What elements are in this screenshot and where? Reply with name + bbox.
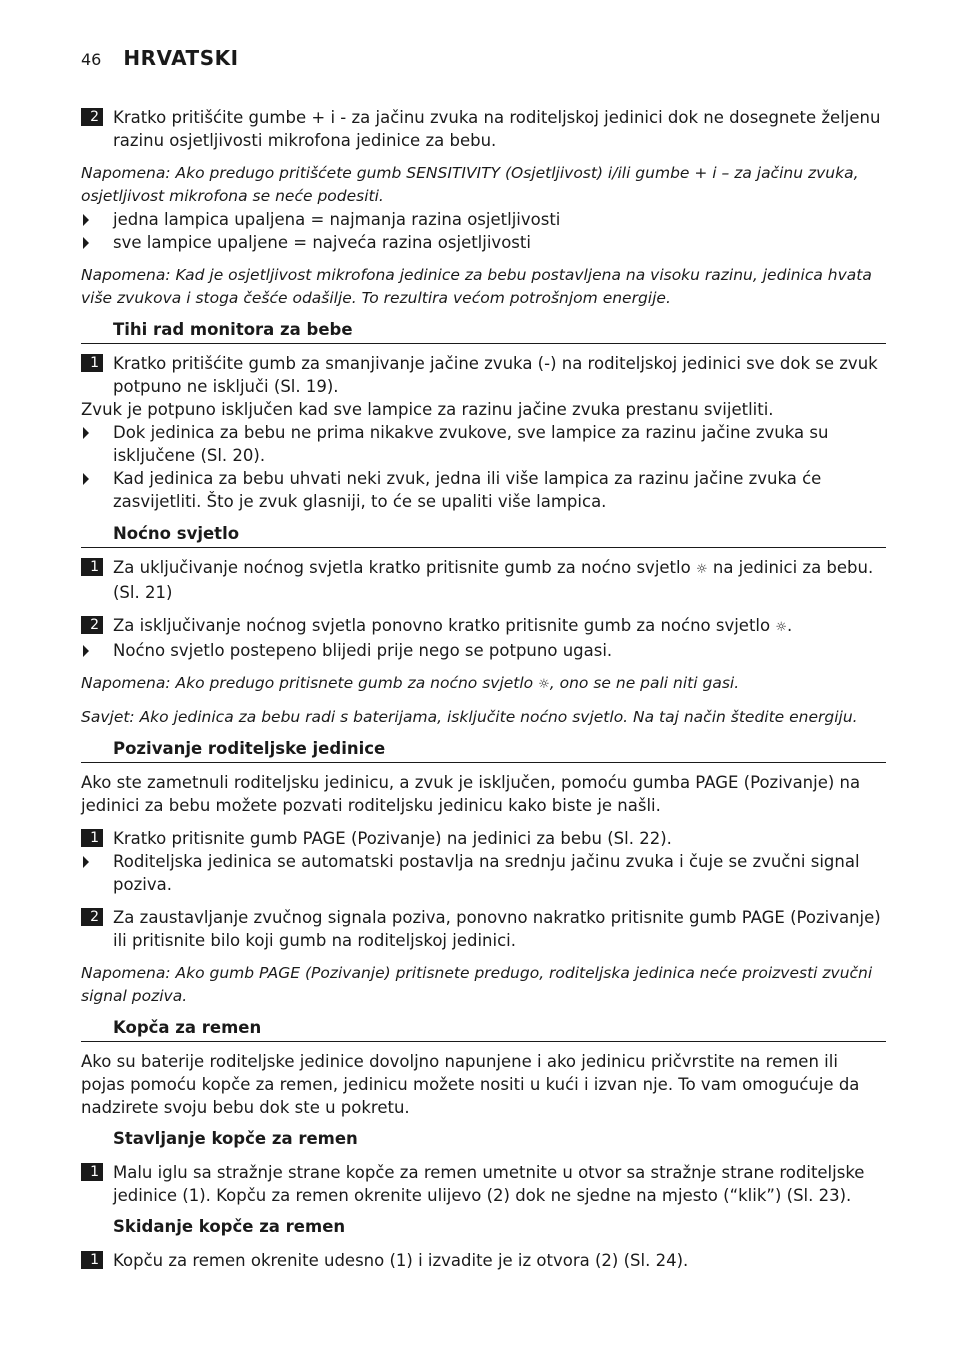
step-1-press-page bbox=[81, 827, 886, 850]
paragraph-belt-clip: Ako su baterije roditeljske jedinice dovoljno napunjene i ako jedinicu pričvrstite na remen ili pojas pomoću kopče za remen, jedinicu možete nositi u kući i izvan nje. To vam omogućuje da nadzirete svoju bebu dok ste u pokretu. bbox=[81, 1052, 860, 1117]
night-light-icon: ☼ bbox=[775, 620, 788, 635]
bullet-icon bbox=[83, 427, 89, 439]
page-number: 46 bbox=[81, 50, 102, 69]
note-page-long-press: Napomena: Ako gumb PAGE (Pozivanje) pritisnete predugo, roditeljska jedinica neće proizvesti zvučni signal poziva. bbox=[81, 964, 873, 1005]
bullet-text: Kad jedinica za bebu uhvati neki zvuk, jedna ili više lampica za razinu jačine zvuka će zasvijetliti. Što je zvuk glasniji, to će se upaliti više lampica. bbox=[113, 469, 822, 511]
tip-batteries: Savjet: Ako jedinica za bebu radi s baterijama, isključite noćno svjetlo. Na taj način štedite energiju. bbox=[81, 708, 858, 726]
note-text-part: , ono se ne pali niti gasi. bbox=[549, 674, 740, 692]
page-header bbox=[81, 46, 239, 70]
step-number: 1 bbox=[81, 829, 103, 847]
step-1-attach-clip bbox=[81, 1161, 886, 1207]
bullet-text: Noćno svjetlo postepeno blijedi prije nego se potpuno ugasi. bbox=[113, 641, 613, 660]
section-heading-night-light: Noćno svjetlo bbox=[81, 523, 886, 548]
bullet-sound-detected bbox=[81, 467, 886, 513]
note-text-part: Napomena: Ako predugo pritisnete gumb za noćno svjetlo bbox=[81, 674, 534, 692]
bullet-page-signal bbox=[81, 850, 886, 896]
bullet-text: jedna lampica upaljena = najmanja razina osjetljivosti bbox=[113, 210, 561, 229]
note-high-sensitivity: Napomena: Kad je osjetljivost mikrofona jedinice za bebu postavljena na visoku razinu, jedinica hvata više zvukova i stoga češće odašilje. To rezultira većom potrošnjom energije. bbox=[81, 266, 872, 307]
bullet-text: sve lampice upaljene = najveća razina osjetljivosti bbox=[113, 233, 531, 252]
bullet-text: Roditeljska jedinica se automatski postavlja na srednju jačinu zvuka i čuje se zvučni signal poziva. bbox=[113, 852, 860, 894]
bullet-all-lights bbox=[81, 231, 886, 254]
step-text: Kratko pritisnite gumb PAGE (Pozivanje) na jedinici za bebu (Sl. 22). bbox=[113, 829, 672, 848]
step-1-volume-down bbox=[81, 352, 886, 398]
bullet-no-sounds bbox=[81, 421, 886, 467]
subheading-attach-clip: Stavljanje kopče za remen bbox=[113, 1129, 358, 1148]
bullet-text: Dok jedinica za bebu ne prima nikakve zvukove, sve lampice za razinu jačine zvuka su isključene (Sl. 20). bbox=[113, 423, 829, 465]
bullet-icon bbox=[83, 473, 89, 485]
bullet-icon bbox=[83, 237, 89, 249]
step-text-part: Za isključivanje noćnog svjetla ponovno kratko pritisnite gumb za noćno svjetlo bbox=[113, 616, 771, 635]
paragraph-paging: Ako ste zametnuli roditeljsku jedinicu, a zvuk je isključen, pomoću gumba PAGE (Pozivanje) na jedinici za bebu možete pozvati roditeljsku jedinicu kako biste je našli. bbox=[81, 773, 861, 815]
step-text-part: . bbox=[787, 616, 793, 635]
paragraph-sound-off: Zvuk je potpuno isključen kad sve lampice za razinu jačine zvuka prestanu svijetliti. bbox=[81, 400, 774, 419]
step-number: 1 bbox=[81, 558, 103, 576]
night-light-icon: ☼ bbox=[538, 677, 550, 692]
language-title: HRVATSKI bbox=[123, 46, 239, 70]
night-light-icon: ☼ bbox=[695, 562, 708, 577]
section-heading-belt-clip: Kopča za remen bbox=[81, 1017, 886, 1042]
step-number: 1 bbox=[81, 1163, 103, 1181]
step-text: Kratko pritišćite gumb za smanjivanje jačine zvuka (-) na roditeljskoj jedinici sve dok se zvuk potpuno ne isključi (Sl. 19). bbox=[113, 354, 878, 396]
step-number: 2 bbox=[81, 108, 103, 126]
bullet-icon bbox=[83, 645, 89, 657]
step-text-part: na jedinici za bebu. (Sl. 21) bbox=[113, 558, 874, 602]
step-1-remove-clip bbox=[81, 1249, 886, 1272]
section-heading-paging: Pozivanje roditeljske jedinice bbox=[81, 738, 886, 763]
note-night-light bbox=[81, 672, 886, 696]
step-number: 1 bbox=[81, 1251, 103, 1269]
step-text: Kopču za remen okrenite udesno (1) i izvadite je iz otvora (2) (Sl. 24). bbox=[113, 1251, 689, 1270]
step-1-night-light-on bbox=[81, 556, 886, 604]
step-2-sensitivity bbox=[81, 106, 886, 152]
step-2-stop-page bbox=[81, 906, 886, 952]
bullet-night-light-fades bbox=[81, 639, 886, 662]
step-text: Kratko pritišćite gumbe + i - za jačinu zvuka na roditeljskoj jedinici dok ne dosegnete željenu razinu osjetljivosti mikrofona jedinice za bebu. bbox=[113, 108, 881, 150]
step-2-night-light-off bbox=[81, 614, 886, 639]
subheading-remove-clip: Skidanje kopče za remen bbox=[113, 1217, 346, 1236]
step-text: Malu iglu sa stražnje strane kopče za remen umetnite u otvor sa stražnje strane roditeljske jedinice (1). Kopču za remen okrenite ulijevo (2) dok ne sjedne na mjesto (“klik”) (Sl. 23). bbox=[113, 1163, 865, 1205]
bullet-icon bbox=[83, 856, 89, 868]
step-text: Za zaustavljanje zvučnog signala poziva, ponovno nakratko pritisnite gumb PAGE (Pozivanje) ili pritisnite bilo koji gumb na roditeljskoj jedinici. bbox=[113, 908, 881, 950]
step-text bbox=[113, 556, 886, 604]
section-heading-quiet-mode: Tihi rad monitora za bebe bbox=[81, 319, 886, 344]
step-number: 1 bbox=[81, 354, 103, 372]
step-text bbox=[113, 614, 792, 639]
step-number: 2 bbox=[81, 908, 103, 926]
step-text-part: Za uključivanje noćnog svjetla kratko pritisnite gumb za noćno svjetlo bbox=[113, 558, 691, 577]
step-number: 2 bbox=[81, 616, 103, 634]
bullet-one-light bbox=[81, 208, 886, 231]
note-sensitivity: Napomena: Ako predugo pritišćete gumb SENSITIVITY (Osjetljivost) i/ili gumbe + i – za jačinu zvuka, osjetljivost mikrofona se neće podesiti. bbox=[81, 164, 859, 205]
bullet-icon bbox=[83, 214, 89, 226]
page-content bbox=[81, 106, 886, 1272]
